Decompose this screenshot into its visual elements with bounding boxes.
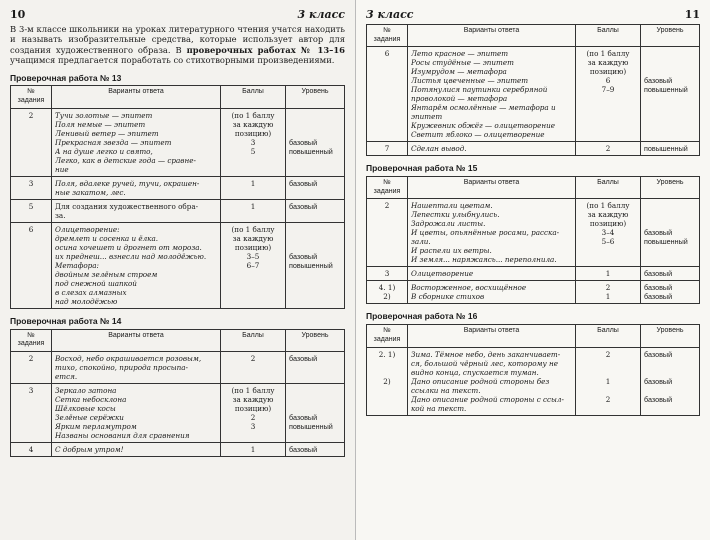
level-cell-line: [289, 129, 341, 138]
points-cell-line: 5: [250, 146, 256, 156]
points-cell-line: (по 1 баллу: [231, 110, 275, 120]
answer-cell-line: В сборнике стихов: [411, 292, 485, 302]
points-cell: [576, 267, 641, 281]
page-number: 10: [10, 8, 26, 21]
points-cell-line: 1: [250, 178, 256, 188]
level-cell: [641, 142, 700, 156]
answer-cell: [408, 142, 576, 156]
answer-cell-line: Листья цвеченные — эпитет: [411, 76, 529, 86]
points-cell-line: 1: [605, 292, 611, 302]
level-cell-line: базовый: [289, 354, 318, 363]
task-number-line: 2. 1): [378, 349, 396, 359]
answer-cell: [52, 352, 221, 384]
intro-text: В 3-м классе школьники на уроках литературного чтения учатся находить и называть изобразительные средства, которые использует автор для создания художественного образа. В: [10, 23, 345, 55]
header-task-number: № задания: [367, 24, 408, 47]
task-number-line: 4: [28, 445, 34, 454]
task-number: [11, 443, 52, 457]
answer-cell-line: Кружевник обжёг — олицетворение: [411, 121, 556, 131]
level-cell-line: повышенный: [289, 422, 333, 431]
table-header-row: [367, 24, 700, 47]
page-header: [10, 8, 345, 22]
points-cell-line: за каждую: [232, 119, 274, 129]
points-cell-line: 1: [250, 201, 256, 211]
task-number-line: 2: [384, 201, 390, 211]
points-cell-line: 3–4: [601, 228, 615, 238]
points-cell-line: 6–7: [246, 260, 260, 270]
level-cell-line: [289, 111, 341, 120]
points-cell-line: 6: [605, 76, 611, 86]
answer-cell-line: Нашептали цветам.: [411, 201, 493, 211]
answer-cell-line: Сделан вывод.: [411, 144, 467, 154]
level-cell-line: базовый: [289, 251, 318, 261]
level-cell: [286, 176, 345, 199]
points-cell: [221, 199, 286, 222]
header-level: Уровень: [641, 24, 700, 47]
header-answer-options: Варианты ответа: [408, 176, 576, 199]
answer-cell-line: Олицетворение: [411, 269, 474, 279]
level-cell-line: базовый: [289, 413, 318, 422]
answer-cell-line: под снежной шапкой: [55, 278, 137, 288]
points-cell-line: (по 1 баллу: [586, 201, 630, 211]
task-number-line: 2: [28, 110, 34, 120]
points-cell-line: позицию): [589, 219, 627, 229]
points-cell-line: 1: [605, 376, 611, 386]
answer-cell-line: ется.: [55, 372, 78, 381]
answer-cell-line: Ярким перламутром: [55, 422, 137, 431]
header-task-number: № задания: [367, 325, 408, 348]
answer-cell: [408, 347, 576, 415]
header-answer-options: Варианты ответа: [408, 24, 576, 47]
answer-cell-line: Прекрасная звезда — эпитет: [55, 137, 172, 147]
points-cell: [221, 443, 286, 457]
level-cell-line: [644, 67, 696, 76]
answer-cell: [52, 222, 221, 308]
header-task-number: № задания: [11, 86, 52, 109]
task-number-line: 2): [383, 292, 391, 302]
task-number-line: [370, 359, 404, 368]
work16-title: Проверочная работа № 16: [366, 311, 478, 322]
answer-cell-line: Для создания художественного обра-: [55, 201, 199, 211]
task-number: [11, 222, 52, 308]
level-cell-line: базовый: [644, 228, 673, 238]
table-row: [11, 352, 345, 384]
level-cell: [641, 267, 700, 281]
task-number: [367, 267, 408, 281]
table-row: [11, 108, 345, 176]
answer-cell-line: Янтарём осмолённые — метафора и: [411, 103, 556, 113]
answer-cell-line: Зелёные серёжки: [55, 413, 124, 422]
table-row: [11, 384, 345, 443]
level-cell-line: базовый: [644, 376, 673, 386]
work13-cont-table: [366, 24, 700, 157]
answer-cell-line: кой на текст.: [411, 403, 467, 413]
answer-cell-line: Зеркало затона: [55, 386, 117, 395]
answer-cell-line: Легко, как в детские года — сравне-: [55, 155, 196, 165]
task-number: [11, 199, 52, 222]
points-cell-line: 1: [605, 269, 611, 279]
answer-cell-line: зали.: [411, 237, 431, 247]
task-number-line: 4. 1): [378, 283, 396, 293]
work13-title: Проверочная работа № 13: [10, 72, 122, 83]
answer-cell-line: Лето красное — эпитет: [411, 49, 509, 59]
table-header-row: [11, 329, 345, 352]
answer-cell-line: ние: [55, 164, 69, 174]
answer-cell-line: эпитет: [411, 112, 443, 122]
answer-cell-line: ные закатом, лес.: [55, 187, 126, 197]
answer-cell-line: Ленивый ветер — эпитет: [55, 128, 159, 138]
answer-cell-line: над молодёжью: [55, 296, 118, 306]
table-row: [367, 267, 700, 281]
answer-cell-line: дремлет и сосенка и ёлка.: [55, 233, 159, 243]
task-number-line: 2): [383, 376, 391, 386]
answer-cell-line: ся, большой чёрный лес, которому не: [411, 358, 558, 368]
level-cell-line: базовый: [644, 394, 673, 404]
running-head: 3 класс: [366, 8, 414, 21]
answer-cell-line: в слезах алмазных: [55, 287, 127, 297]
header-level: Уровень: [286, 329, 345, 352]
level-cell-line: базовый: [289, 201, 318, 211]
level-cell-line: [289, 234, 341, 243]
task-number: [11, 384, 52, 443]
points-cell-line: [579, 368, 637, 377]
level-cell-line: повышенный: [289, 146, 333, 156]
answer-cell-line: Задрожали листы.: [411, 219, 486, 229]
header-level: Уровень: [641, 325, 700, 348]
task-number: [11, 176, 52, 199]
points-cell-line: позицию): [589, 67, 627, 77]
level-cell-line: [644, 210, 696, 219]
answer-cell: [52, 443, 221, 457]
points-cell-line: позицию): [234, 242, 272, 252]
answer-cell-line: тихо, спокойно, природа просыпа-: [55, 363, 188, 372]
answer-cell-line: Росы студёные — эпитет: [411, 58, 514, 68]
level-cell: [286, 352, 345, 384]
answer-cell-line: Дано описание родной стороны с ссыл-: [411, 394, 564, 404]
points-cell-line: 2: [605, 394, 611, 404]
level-cell: [286, 199, 345, 222]
level-cell-line: [644, 219, 696, 228]
level-cell: [641, 47, 700, 142]
header-points: Баллы: [221, 86, 286, 109]
task-number-line: [370, 368, 404, 377]
header-points: Баллы: [576, 325, 641, 348]
table-header-row: [11, 86, 345, 109]
task-number: [367, 142, 408, 156]
level-cell-line: повышенный: [644, 85, 688, 95]
answer-cell-line: проволокой — метафора: [411, 94, 508, 104]
answer-cell-line: С добрым утром!: [55, 445, 124, 454]
points-cell-line: (по 1 баллу: [231, 386, 275, 395]
answer-cell-line: И распели их ветры.: [411, 246, 492, 256]
answer-cell-line: Восход, небо окрашивается розовым,: [55, 354, 202, 363]
work14-table: [10, 329, 345, 458]
work15-table: [366, 176, 700, 305]
task-number-line: 5: [28, 201, 34, 211]
points-cell-line: 2: [605, 283, 611, 293]
points-cell-line: за каждую: [232, 395, 274, 404]
work15-title: Проверочная работа № 15: [366, 163, 478, 174]
answer-cell-line: Сетка небосклона: [55, 395, 127, 404]
answer-cell-line: Зима. Тёмное небо, день заканчивает-: [411, 349, 561, 359]
answer-cell-line: видно конца, спускается туман.: [411, 367, 539, 377]
table-row: [367, 199, 700, 267]
answer-cell-line: Шёлковые косы: [55, 404, 116, 413]
points-cell: [221, 352, 286, 384]
points-cell-line: 2: [250, 413, 256, 422]
answer-cell-line: ссылки на текст.: [411, 385, 481, 395]
answer-cell-line: Тучи золотые — эпитет: [55, 110, 153, 120]
points-cell-line: 1: [250, 445, 256, 454]
page-header: [366, 8, 700, 22]
task-number: [11, 352, 52, 384]
points-cell-line: 3: [250, 422, 256, 431]
level-cell: [641, 347, 700, 415]
task-number: [11, 108, 52, 176]
level-cell-line: повышенный: [644, 144, 688, 154]
header-task-number: № задания: [367, 176, 408, 199]
level-cell-line: базовый: [289, 178, 318, 188]
answer-cell-line: Потянулися паутинки серебряной: [411, 85, 548, 95]
header-answer-options: Варианты ответа: [52, 329, 221, 352]
task-number-line: 2: [28, 354, 34, 363]
answer-cell: [52, 384, 221, 443]
work16-table: [366, 324, 700, 416]
header-level: Уровень: [286, 86, 345, 109]
points-cell-line: [579, 359, 637, 368]
answer-cell-line: Восторженное, восхищённое: [411, 283, 527, 293]
level-cell-line: [289, 243, 341, 252]
points-cell: [221, 108, 286, 176]
answer-cell-line: двойным зелёным строем: [55, 269, 158, 279]
answer-cell: [408, 267, 576, 281]
table-header-row: [367, 325, 700, 348]
level-cell-line: [289, 225, 341, 234]
table-row: [367, 281, 700, 304]
points-cell-line: (по 1 баллу: [231, 224, 275, 234]
table-row: [11, 176, 345, 199]
level-cell-line: базовый: [644, 283, 673, 293]
points-cell-line: за каждую: [587, 58, 629, 68]
level-cell-line: повышенный: [289, 260, 333, 270]
intro-bold: проверочных работах № 13–16: [186, 44, 345, 55]
table-row: [367, 347, 700, 415]
level-cell-line: [644, 359, 696, 368]
header-answer-options: Варианты ответа: [408, 325, 576, 348]
level-cell-line: базовый: [644, 76, 673, 86]
header-points: Баллы: [576, 24, 641, 47]
level-cell-line: базовый: [644, 292, 673, 302]
points-cell: [576, 281, 641, 304]
task-number: [367, 347, 408, 415]
answer-cell: [408, 281, 576, 304]
points-cell: [576, 142, 641, 156]
header-points: Баллы: [576, 176, 641, 199]
table-header-row: [367, 176, 700, 199]
level-cell-line: [289, 395, 341, 404]
header-level: Уровень: [641, 176, 700, 199]
level-cell: [286, 443, 345, 457]
answer-cell-line: И цветы, опьянённые росами, расска-: [411, 228, 560, 238]
answer-cell-line: Дано описание родной стороны без: [411, 376, 550, 386]
points-cell-line: 3: [250, 137, 256, 147]
answer-cell-line: осина хочешет и дрогнет от мороза.: [55, 242, 202, 252]
answer-cell-line: Изумрудом — метафора: [411, 67, 507, 77]
answer-cell-line: Поля, вдалеке ручей, тучи, окрашен-: [55, 178, 200, 188]
answer-cell-line: Названы основания для сравнения: [55, 431, 190, 440]
answer-cell: [408, 47, 576, 142]
answer-cell: [52, 199, 221, 222]
points-cell-line: за каждую: [232, 233, 274, 243]
answer-cell-line: А на душе легко и свято,: [55, 146, 153, 156]
answer-cell: [408, 199, 576, 267]
level-cell-line: базовый: [289, 445, 318, 454]
work14-title: Проверочная работа № 14: [10, 315, 122, 326]
level-cell-line: [644, 386, 696, 395]
task-number-line: 3: [28, 386, 34, 395]
header-answer-options: Варианты ответа: [52, 86, 221, 109]
table-row: [11, 199, 345, 222]
level-cell-line: [289, 386, 341, 395]
points-cell: [221, 222, 286, 308]
points-cell: [576, 347, 641, 415]
level-cell-line: базовый: [289, 137, 318, 147]
task-number-line: 7: [384, 144, 390, 154]
level-cell-line: [289, 120, 341, 129]
level-cell: [286, 384, 345, 443]
points-cell-line: 2: [605, 349, 611, 359]
points-cell-line: за каждую: [587, 210, 629, 220]
header-task-number: № задания: [11, 329, 52, 352]
level-cell-line: [644, 201, 696, 210]
points-cell-line: (по 1 баллу: [586, 49, 630, 59]
answer-cell-line: за.: [55, 210, 66, 220]
answer-cell-line: И земля... наряжаясь... переполнила.: [411, 255, 557, 265]
work13-table: [10, 85, 345, 309]
running-head: 3 класс: [297, 8, 345, 21]
points-cell-line: [579, 386, 637, 395]
level-cell: [641, 281, 700, 304]
task-number-line: 3: [28, 178, 34, 188]
points-cell: [576, 47, 641, 142]
answer-cell-line: Лепестки улыбнулись.: [411, 210, 500, 220]
answer-cell-line: Олицетворение:: [55, 224, 120, 234]
answer-cell-line: Метафора:: [55, 260, 99, 270]
points-cell-line: позицию): [234, 404, 272, 413]
level-cell-line: [644, 368, 696, 377]
intro-paragraph: [10, 24, 345, 66]
answer-cell-line: Светит яблоко — олицетворение: [411, 130, 545, 140]
page-number: 11: [684, 8, 700, 21]
level-cell-line: [644, 49, 696, 58]
answer-cell-line: их преднеш... взнесли над молодёжью.: [55, 251, 207, 261]
task-number-line: 6: [28, 224, 34, 234]
level-cell: [286, 222, 345, 308]
level-cell-line: [289, 404, 341, 413]
points-cell: [221, 384, 286, 443]
level-cell-line: повышенный: [644, 237, 688, 247]
task-number: [367, 47, 408, 142]
level-cell-line: базовый: [644, 349, 673, 359]
table-row: [11, 222, 345, 308]
intro-end: учащимся предлагается поработать со стихотворными произведениями.: [10, 55, 335, 66]
task-number-line: 6: [384, 49, 390, 59]
table-row: [367, 142, 700, 156]
points-cell: [576, 199, 641, 267]
answer-cell-line: Поля немые — эпитет: [55, 119, 146, 129]
right-page: [355, 0, 710, 540]
points-cell-line: 2: [605, 144, 611, 154]
task-number-line: 3: [384, 269, 390, 279]
points-cell-line: позицию): [234, 128, 272, 138]
table-row: [367, 47, 700, 142]
task-number: [367, 199, 408, 267]
level-cell: [286, 108, 345, 176]
points-cell-line: 7–9: [601, 85, 615, 95]
table-row: [11, 443, 345, 457]
level-cell-line: базовый: [644, 269, 673, 279]
points-cell: [221, 176, 286, 199]
points-cell-line: 2: [250, 354, 256, 363]
level-cell: [641, 199, 700, 267]
points-cell-line: 5–6: [601, 237, 615, 247]
task-number: [367, 281, 408, 304]
answer-cell: [52, 176, 221, 199]
level-cell-line: [644, 58, 696, 67]
points-cell-line: 3–5: [246, 251, 260, 261]
answer-cell: [52, 108, 221, 176]
header-points: Баллы: [221, 329, 286, 352]
